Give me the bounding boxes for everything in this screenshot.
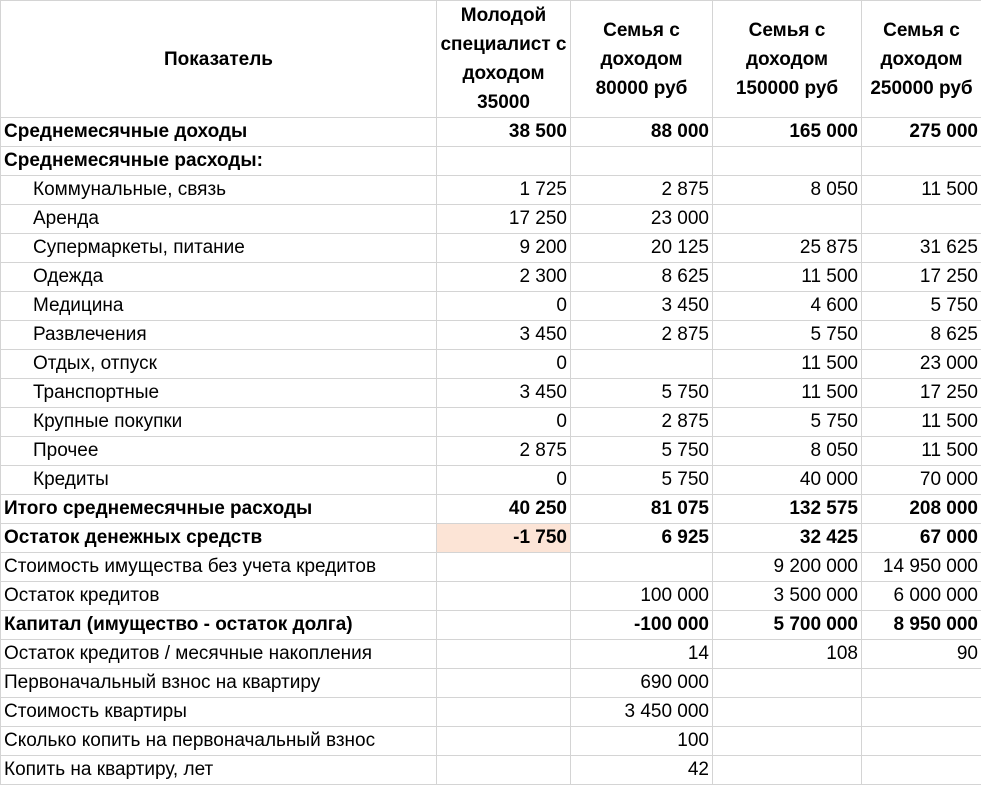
value-cell: 5 750 — [713, 408, 862, 437]
value-cell — [437, 553, 571, 582]
table-row — [1, 350, 981, 379]
value-cell: 8 050 — [713, 437, 862, 466]
value-cell: 2 875 — [571, 321, 713, 350]
value-cell: 3 450 — [437, 321, 571, 350]
value-cell: 108 — [713, 640, 862, 669]
value-cell — [713, 669, 862, 698]
value-cell: 3 450 — [571, 292, 713, 321]
row-label: Итого среднемесячные расходы — [1, 495, 437, 524]
table-row — [1, 466, 981, 495]
value-cell: 2 875 — [437, 437, 571, 466]
row-label: Капитал (имущество - остаток долга) — [1, 611, 437, 640]
value-cell: 11 500 — [862, 437, 981, 466]
value-cell: -100 000 — [571, 611, 713, 640]
value-cell: 14 — [571, 640, 713, 669]
row-label: Транспортные — [1, 379, 437, 408]
value-cell: 5 750 — [862, 292, 981, 321]
row-label: Коммунальные, связь — [1, 176, 437, 205]
column-header-family-80000: Семья с доходом 80000 руб — [571, 1, 713, 118]
row-label: Среднемесячные доходы — [1, 118, 437, 147]
value-cell: 17 250 — [862, 379, 981, 408]
value-cell: 1 725 — [437, 176, 571, 205]
row-label: Кредиты — [1, 466, 437, 495]
value-cell: 40 000 — [713, 466, 862, 495]
value-cell: 17 250 — [437, 205, 571, 234]
value-cell — [437, 582, 571, 611]
table-row — [1, 408, 981, 437]
value-cell: 5 750 — [713, 321, 862, 350]
value-cell: 3 450 000 — [571, 698, 713, 727]
table-row — [1, 611, 981, 640]
value-cell: 0 — [437, 466, 571, 495]
row-label: Отдых, отпуск — [1, 350, 437, 379]
table-row — [1, 582, 981, 611]
value-cell: 5 700 000 — [713, 611, 862, 640]
value-cell: 11 500 — [862, 176, 981, 205]
value-cell: 40 250 — [437, 495, 571, 524]
value-cell — [862, 756, 981, 785]
row-label: Стоимость имущества без учета кредитов — [1, 553, 437, 582]
table-row — [1, 147, 981, 176]
value-cell: 25 875 — [713, 234, 862, 263]
value-cell: 5 750 — [571, 466, 713, 495]
value-cell: 165 000 — [713, 118, 862, 147]
value-cell: 90 — [862, 640, 981, 669]
table-row — [1, 292, 981, 321]
value-cell: 100 — [571, 727, 713, 756]
row-label: Медицина — [1, 292, 437, 321]
row-label: Стоимость квартиры — [1, 698, 437, 727]
table-row — [1, 524, 981, 553]
value-cell — [862, 205, 981, 234]
value-cell: 0 — [437, 350, 571, 379]
value-cell — [862, 147, 981, 176]
row-label: Аренда — [1, 205, 437, 234]
value-cell: -1 750 — [437, 524, 571, 553]
value-cell: 2 875 — [571, 408, 713, 437]
value-cell — [571, 350, 713, 379]
table-row — [1, 756, 981, 785]
table-row — [1, 698, 981, 727]
value-cell: 11 500 — [713, 379, 862, 408]
value-cell: 275 000 — [862, 118, 981, 147]
value-cell: 88 000 — [571, 118, 713, 147]
value-cell: 11 500 — [713, 263, 862, 292]
table-row — [1, 727, 981, 756]
value-cell: 38 500 — [437, 118, 571, 147]
value-cell: 11 500 — [713, 350, 862, 379]
header-row — [1, 1, 981, 118]
value-cell: 8 625 — [862, 321, 981, 350]
value-cell — [862, 727, 981, 756]
value-cell — [437, 640, 571, 669]
table-row — [1, 205, 981, 234]
value-cell — [571, 147, 713, 176]
table-row — [1, 553, 981, 582]
value-cell: 2 875 — [571, 176, 713, 205]
row-label: Сколько копить на первоначальный взнос — [1, 727, 437, 756]
value-cell — [437, 147, 571, 176]
row-label: Супермаркеты, питание — [1, 234, 437, 263]
value-cell: 2 300 — [437, 263, 571, 292]
value-cell: 42 — [571, 756, 713, 785]
value-cell: 132 575 — [713, 495, 862, 524]
table-row — [1, 379, 981, 408]
value-cell: 6 000 000 — [862, 582, 981, 611]
value-cell: 14 950 000 — [862, 553, 981, 582]
value-cell — [713, 756, 862, 785]
value-cell: 208 000 — [862, 495, 981, 524]
value-cell: 32 425 — [713, 524, 862, 553]
row-label: Копить на квартиру, лет — [1, 756, 437, 785]
value-cell: 8 950 000 — [862, 611, 981, 640]
row-label: Остаток денежных средств — [1, 524, 437, 553]
value-cell: 17 250 — [862, 263, 981, 292]
column-header-family-150000: Семья с доходом 150000 руб — [713, 1, 862, 118]
row-label: Первоначальный взнос на квартиру — [1, 669, 437, 698]
table-row — [1, 669, 981, 698]
table-row — [1, 176, 981, 205]
table-row — [1, 321, 981, 350]
value-cell — [437, 756, 571, 785]
table-row — [1, 263, 981, 292]
table-row — [1, 234, 981, 263]
value-cell — [713, 205, 862, 234]
row-label: Одежда — [1, 263, 437, 292]
value-cell: 0 — [437, 408, 571, 437]
value-cell: 6 925 — [571, 524, 713, 553]
value-cell: 23 000 — [862, 350, 981, 379]
table-row — [1, 118, 981, 147]
value-cell — [862, 698, 981, 727]
value-cell — [437, 698, 571, 727]
value-cell: 5 750 — [571, 379, 713, 408]
value-cell — [437, 669, 571, 698]
value-cell: 100 000 — [571, 582, 713, 611]
value-cell: 67 000 — [862, 524, 981, 553]
column-header-family-250000: Семья с доходом 250000 руб — [862, 1, 981, 118]
table-row — [1, 437, 981, 466]
value-cell — [713, 147, 862, 176]
row-label: Развлечения — [1, 321, 437, 350]
row-label: Прочее — [1, 437, 437, 466]
value-cell: 0 — [437, 292, 571, 321]
value-cell — [713, 727, 862, 756]
value-cell: 20 125 — [571, 234, 713, 263]
value-cell: 8 050 — [713, 176, 862, 205]
value-cell: 70 000 — [862, 466, 981, 495]
table-row — [1, 640, 981, 669]
value-cell: 9 200 000 — [713, 553, 862, 582]
value-cell: 3 450 — [437, 379, 571, 408]
value-cell: 31 625 — [862, 234, 981, 263]
table-row — [1, 495, 981, 524]
value-cell — [437, 611, 571, 640]
row-label: Крупные покупки — [1, 408, 437, 437]
value-cell — [437, 727, 571, 756]
value-cell — [862, 669, 981, 698]
row-label: Остаток кредитов — [1, 582, 437, 611]
value-cell: 11 500 — [862, 408, 981, 437]
value-cell: 81 075 — [571, 495, 713, 524]
row-label: Остаток кредитов / месячные накопления — [1, 640, 437, 669]
value-cell: 3 500 000 — [713, 582, 862, 611]
row-label: Среднемесячные расходы: — [1, 147, 437, 176]
column-header-young-specialist: Молодой специалист с доходом 35000 — [437, 1, 571, 118]
column-header-indicator: Показатель — [1, 1, 437, 118]
value-cell: 8 625 — [571, 263, 713, 292]
value-cell — [571, 553, 713, 582]
value-cell: 5 750 — [571, 437, 713, 466]
value-cell — [713, 698, 862, 727]
value-cell: 23 000 — [571, 205, 713, 234]
value-cell: 4 600 — [713, 292, 862, 321]
value-cell: 9 200 — [437, 234, 571, 263]
value-cell: 690 000 — [571, 669, 713, 698]
